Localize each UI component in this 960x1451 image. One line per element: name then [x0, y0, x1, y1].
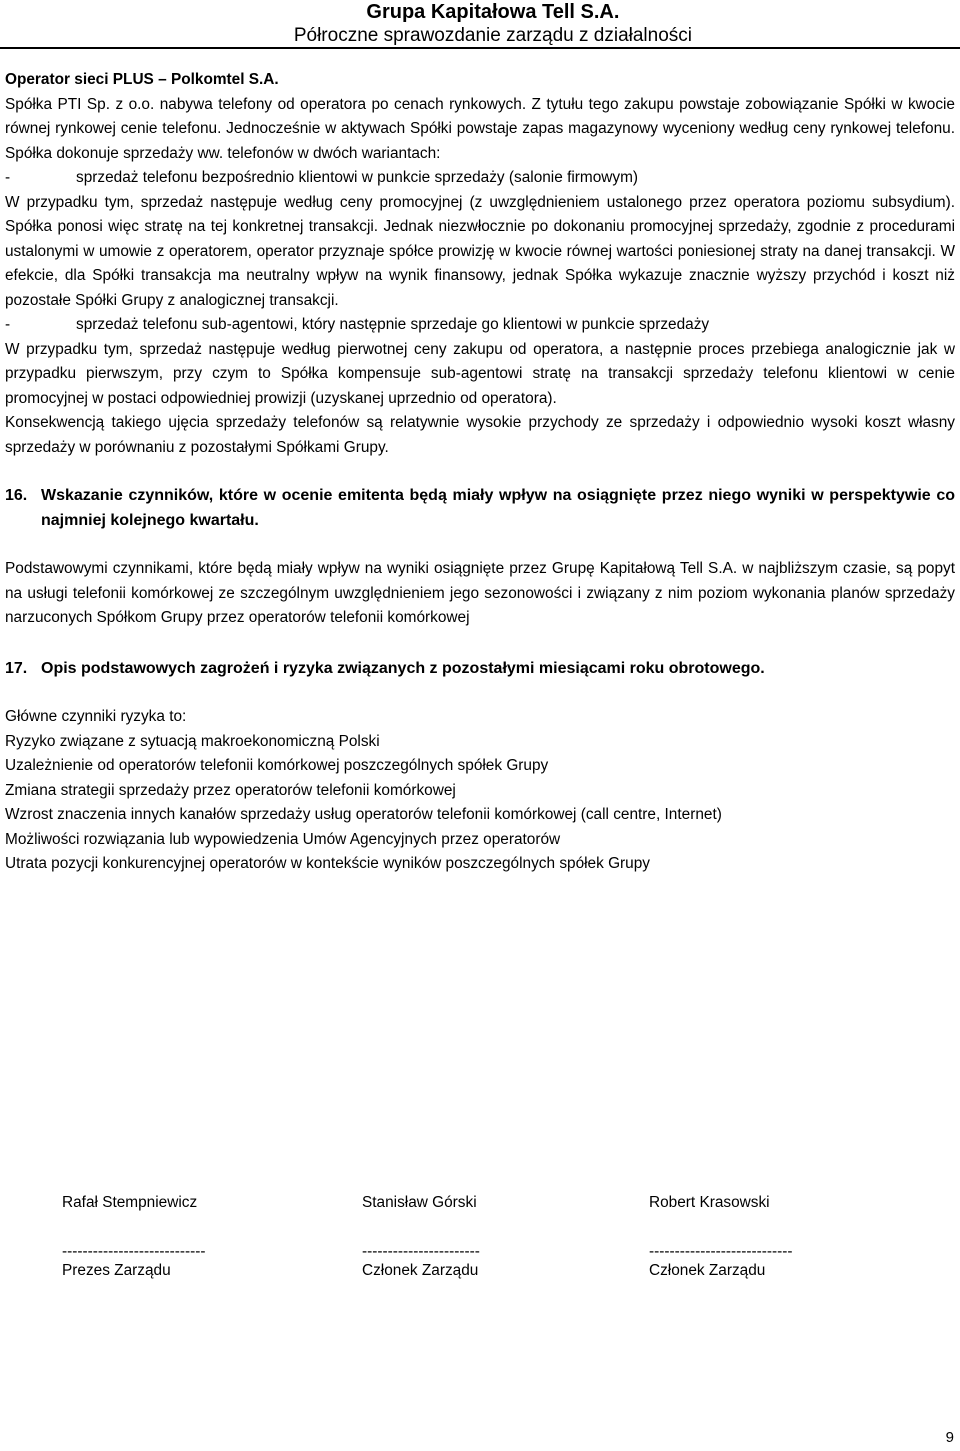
- section-16-heading: [5, 484, 955, 533]
- signature-member-1: [362, 1190, 480, 1283]
- risk-item: Uzależnienie od operatorów telefonii komórkowej poszczególnych spółek Grupy: [5, 757, 549, 774]
- risk-item: Ryzyko związane z sytuacją makroekonomiczną Polski: [5, 732, 380, 750]
- operator-heading: Operator sieci PLUS – Polkomtel S.A.: [5, 71, 279, 88]
- page-number: 9: [945, 1429, 954, 1446]
- risk-item: Możliwości rozwiązania lub wypowiedzenia Umów Agencyjnych przez operatorów: [5, 830, 561, 848]
- paragraph-purchase: Spółka PTI Sp. z o.o. nabywa telefony od operatora po cenach rynkowych. Z tytułu tego zakupu powstaje zobowiązanie Spółki w kwocie równej rynkowej cenie telefonu. Jednocześnie w aktywach Spółki powstaje zapas magazynowy wyceniony według ceny rynkowej telefonu. Spółka dokonuje sprzedaży ww. telefonów w dwóch wariantach:: [5, 95, 955, 162]
- signature-president: [62, 1190, 206, 1283]
- document-body: [5, 68, 955, 877]
- header-divider: [0, 47, 960, 49]
- signatory-name: Stanisław Górski: [362, 1194, 477, 1211]
- risk-item: Utrata pozycji konkurencyjnej operatorów w kontekście wyników poszczególnych spółek Grupy: [5, 855, 650, 872]
- report-company-title: Grupa Kapitałowa Tell S.A.: [366, 1, 620, 23]
- signature-line: -----------------------: [362, 1243, 480, 1260]
- dash-marker: -: [5, 316, 11, 333]
- paragraph-consequence: Konsekwencją takiego ujęcia sprzedaży telefonów są relatywnie wysokie przychody ze sprzedaży i odpowiednio wysoki koszt własny sprzedaży w porównaniu z pozostałymi Spółkami Grupy.: [5, 414, 955, 456]
- section-17-heading: [5, 657, 955, 682]
- signature-member-2: [649, 1190, 793, 1283]
- signature-line: ----------------------------: [62, 1243, 206, 1260]
- variant-item-1: [5, 166, 955, 191]
- variant-item-2: [5, 313, 955, 338]
- signature-line: ----------------------------: [649, 1243, 793, 1260]
- section-16-body: Podstawowymi czynnikami, które będą miały wpływ na wyniki osiągnięte przez Grupę Kapitałową Tell S.A. w najbliższym czasie, są popyt na usługi telefonii komórkowej ze szczególnym uwzględnieniem jego sezonowości i związany z nim poziom wykonania planów sprzedaży narzuconych Spółkom Grupy przez operatorów telefonii komórkowej: [5, 560, 955, 626]
- risk-item: Zmiana strategii sprzedaży przez operatorów telefonii komórkowej: [5, 781, 456, 799]
- risk-list-intro: Główne czynniki ryzyka to:: [5, 708, 187, 725]
- paragraph-subagent-sale: W przypadku tym, sprzedaż następuje według pierwotnej ceny zakupu od operatora, a następnie proces przebiega analogicznie jak w przypadku pierwszym, przy czym to Spółka kompensuje sub-agentowi stratę na transakcji sprzedaży telefonu klientowi w cenie promocyjnej w postaci odpowiedniej prowizji (uzyskanej uprzednio od operatora).: [5, 340, 955, 407]
- section-title: Wskazanie czynników, które w ocenie emitenta będą miały wpływ na osiągnięte przez niego wyniki w perspektywie co najmniej kolejnego kwartału.: [41, 487, 955, 529]
- section-number: 16.: [5, 487, 28, 504]
- risk-item: Wzrost znaczenia innych kanałów sprzedaży usług operatorów telefonii komórkowej (call centre, Internet): [5, 806, 722, 823]
- dash-marker: -: [5, 169, 11, 186]
- risk-list: [5, 730, 955, 877]
- signatory-name: Rafał Stempniewicz: [62, 1194, 198, 1211]
- signatory-name: Robert Krasowski: [649, 1194, 770, 1211]
- variant-text: sprzedaż telefonu bezpośrednio klientowi w punkcie sprzedaży (salonie firmowym): [76, 169, 639, 186]
- report-subtitle: Półroczne sprawozdanie zarządu z działalności: [293, 25, 692, 46]
- signatory-role: Prezes Zarządu: [62, 1262, 171, 1279]
- section-title: Opis podstawowych zagrożeń i ryzyka związanych z pozostałymi miesiącami roku obrotowego.: [41, 659, 765, 677]
- signatory-role: Członek Zarządu: [649, 1262, 766, 1279]
- section-number: 17.: [5, 659, 28, 677]
- variant-text: sprzedaż telefonu sub-agentowi, który następnie sprzedaje go klientowi w punkcie sprzedaży: [76, 316, 710, 333]
- page-header: [294, 0, 692, 48]
- paragraph-direct-sale: W przypadku tym, sprzedaż następuje według ceny promocyjnej (z uwzględnieniem ustalonego przez operatora poziomu subsydium). Spółka ponosi więc stratę na tej konkretnej transakcji. Jednak niezwłocznie po dokonaniu promocyjnej sprzedaży, zgodnie z procedurami ustalonymi w umowie z operatorem, operator przyznaje spółce prowizję w kwocie równej wartości poniesionej straty na danej transakcji. W efekcie, dla Spółki transakcja ma neutralny wpływ na wynik finansowy, jednak Spółka wykazuje znacznie wyższy przychód i koszt niż pozostałe Spółki Grupy z analogicznej transakcji.: [5, 193, 955, 309]
- signatory-role: Członek Zarządu: [362, 1262, 479, 1279]
